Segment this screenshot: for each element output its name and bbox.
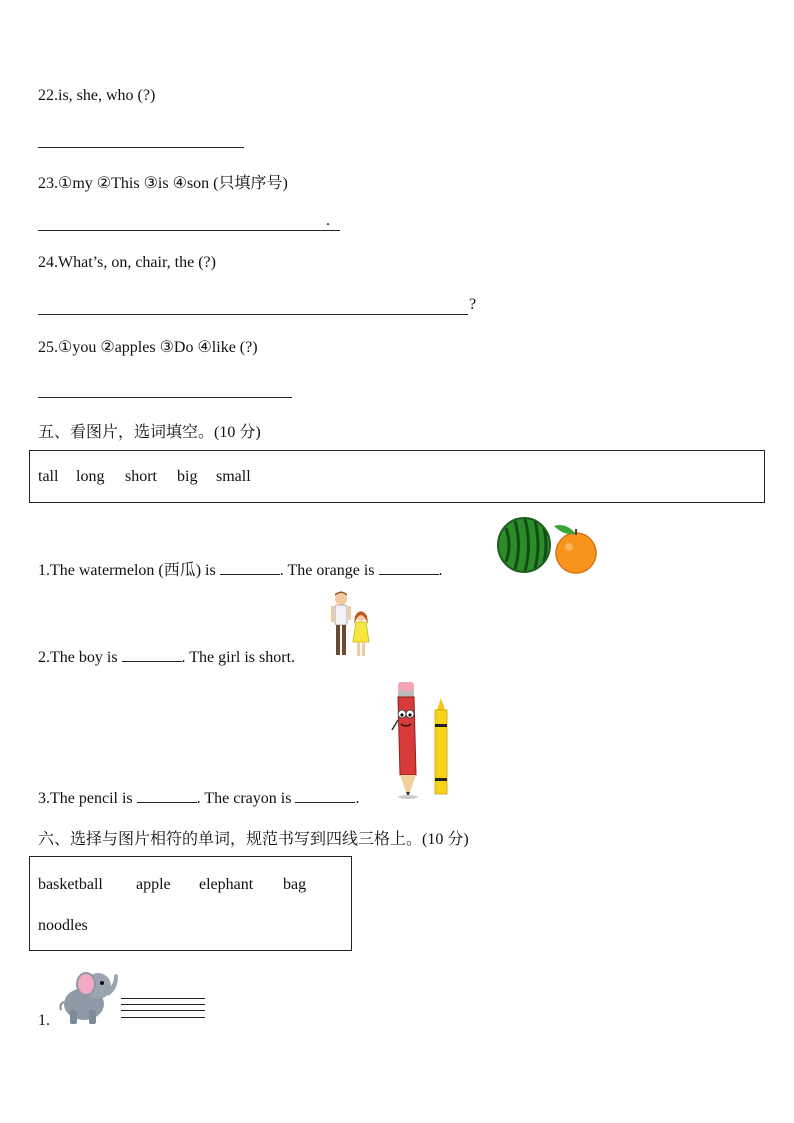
pencil-icon xyxy=(392,682,418,799)
section-6-word-bank xyxy=(29,856,352,951)
blank-orange[interactable] xyxy=(379,560,439,575)
section-5-item-1 xyxy=(38,557,443,580)
word-bank-item: tall xyxy=(38,468,59,485)
item-3-text-c: . xyxy=(355,790,360,807)
word-bank-item: long xyxy=(76,468,105,485)
short-girl-icon xyxy=(353,611,369,656)
orange-icon xyxy=(554,525,596,573)
item-2-text-a: 2.The boy is xyxy=(38,649,122,666)
boy-girl-image xyxy=(328,590,374,662)
elephant-icon xyxy=(56,964,120,1028)
question-22: 22.is, she, who (?) xyxy=(38,87,156,104)
word-bank-item: basketball xyxy=(38,876,103,893)
watermelon-icon xyxy=(498,518,550,572)
answer-line-25[interactable] xyxy=(38,397,292,398)
blank-boy[interactable] xyxy=(122,647,182,662)
blank-watermelon[interactable] xyxy=(220,560,280,575)
crayon-icon xyxy=(435,698,447,794)
section-6-heading xyxy=(38,826,469,849)
watermelon-orange-image xyxy=(494,514,604,576)
word-bank-item: big xyxy=(177,468,198,485)
tall-boy-icon xyxy=(331,592,351,656)
answer-line-24[interactable] xyxy=(38,314,468,315)
section-6-item-1-number: 1. xyxy=(38,1012,50,1029)
section-5-score: (10 分) xyxy=(214,424,261,441)
answer-23-period: . xyxy=(326,212,330,229)
four-line-writing-grid[interactable] xyxy=(121,998,205,1022)
item-3-text-b: . The crayon is xyxy=(196,790,296,807)
item-1-text-c: . xyxy=(438,562,443,579)
answer-line-22[interactable] xyxy=(38,147,244,148)
word-bank-item: bag xyxy=(283,876,307,893)
blank-crayon[interactable] xyxy=(295,788,355,803)
item-1-text-b: . The orange is xyxy=(279,562,379,579)
section-6-title: 六、选择与图片相符的单词，规范书写到四线三格上。 xyxy=(38,829,423,848)
answer-line-23[interactable] xyxy=(38,230,340,231)
question-25: 25.①you ②apples ③Do ④like (?) xyxy=(38,339,258,356)
blank-pencil[interactable] xyxy=(137,788,197,803)
word-bank-item: small xyxy=(216,468,251,485)
word-bank-item: noodles xyxy=(38,917,88,934)
word-bank-item: short xyxy=(125,468,157,485)
section-6-score: (10 分) xyxy=(422,831,469,848)
section-5-word-bank xyxy=(29,450,765,503)
item-3-text-a: 3.The pencil is xyxy=(38,790,137,807)
section-5-item-2 xyxy=(38,647,295,667)
item-1-text-a: 1.The watermelon (西瓜) is xyxy=(38,562,220,579)
answer-24-question-mark: ? xyxy=(469,296,477,313)
word-bank-item: elephant xyxy=(199,876,254,893)
word-bank-item: apple xyxy=(136,876,171,893)
pencil-crayon-image xyxy=(390,680,452,800)
section-5-heading xyxy=(38,419,261,442)
item-2-text-b: . The girl is short. xyxy=(181,649,296,666)
question-23: 23.①my ②This ③is ④son (只填序号) xyxy=(38,175,288,192)
section-5-title: 五、看图片，选词填空。 xyxy=(38,422,215,441)
question-24: 24.What’s, on, chair, the (?) xyxy=(38,254,216,271)
section-5-item-3 xyxy=(38,788,359,808)
